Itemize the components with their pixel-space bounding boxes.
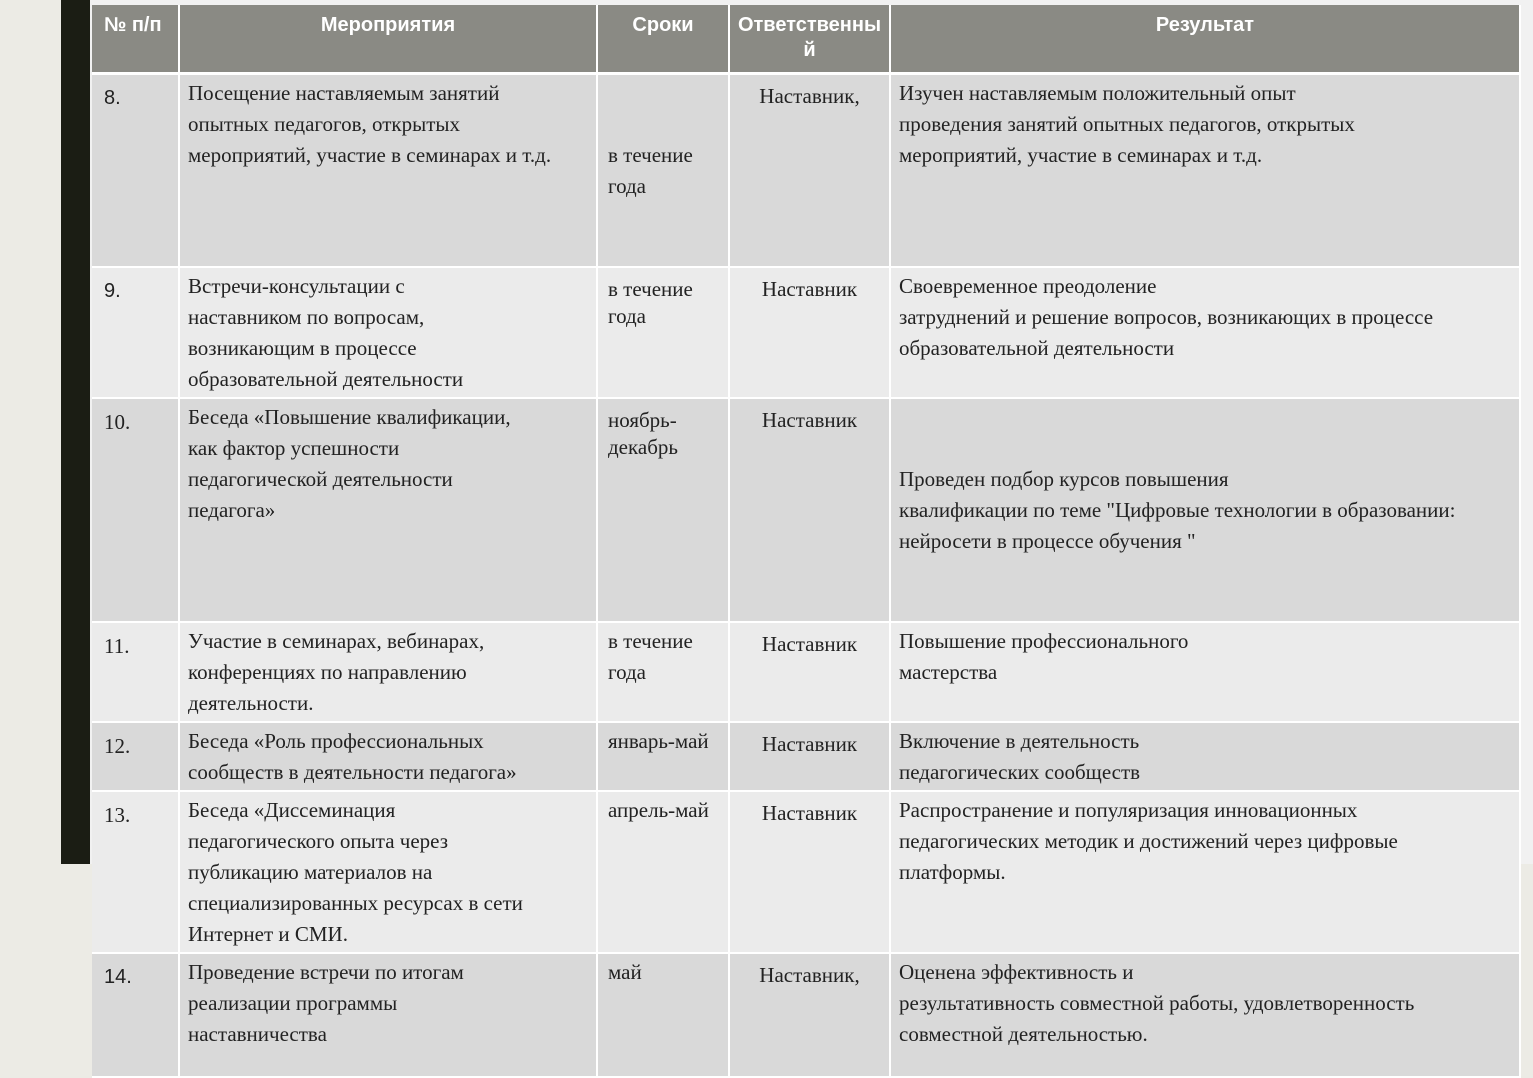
header-result: Результат — [890, 5, 1520, 73]
row-num: 11. — [92, 622, 179, 722]
row-num: 14. — [92, 953, 179, 1077]
table-row — [92, 622, 1520, 722]
row-responsible: Наставник, — [729, 953, 890, 1077]
row-responsible: Наставник, — [729, 73, 890, 267]
row-responsible: Наставник — [729, 791, 890, 953]
table-header-row — [92, 5, 1520, 73]
row-result: Распространение и популяризация инновационных педагогических методик и достижений через цифровые платформы. — [890, 791, 1520, 953]
row-result: Включение в деятельность педагогических сообществ — [890, 722, 1520, 791]
row-responsible: Наставник — [729, 267, 890, 398]
table-row — [92, 953, 1520, 1077]
row-term: май — [597, 953, 729, 1077]
row-num: 9. — [92, 267, 179, 398]
row-event: Беседа «Повышение квалификации, как фактор успешности педагогической деятельности педагога» — [179, 398, 597, 622]
mentoring-plan-table — [92, 5, 1521, 1078]
header-num: № п/п — [92, 5, 179, 73]
row-num: 13. — [92, 791, 179, 953]
row-event: Беседа «Роль профессиональных сообществ в деятельности педагога» — [179, 722, 597, 791]
row-event: Беседа «Диссеминация педагогического опыта через публикацию материалов на специализированных ресурсах в сети Интернет и СМИ. — [179, 791, 597, 953]
row-term: в течение года — [597, 73, 729, 267]
row-term: январь-май — [597, 722, 729, 791]
table-row — [92, 791, 1520, 953]
row-num: 12. — [92, 722, 179, 791]
table-row — [92, 398, 1520, 622]
row-term: ноябрь- декабрь — [597, 398, 729, 622]
row-term: в течение года — [597, 622, 729, 722]
row-result: Своевременное преодоление затруднений и решение вопросов, возникающих в процессе образовательной деятельности — [890, 267, 1520, 398]
row-event: Встречи-консультации с наставником по вопросам, возникающим в процессе образовательной деятельности — [179, 267, 597, 398]
table-row — [92, 73, 1520, 267]
header-responsible: Ответственный — [729, 5, 890, 73]
row-result: Оценена эффективность и результативность совместной работы, удовлетворенность совместной деятельностью. — [890, 953, 1520, 1077]
row-event: Участие в семинарах, вебинарах, конференциях по направлению деятельности. — [179, 622, 597, 722]
row-event: Посещение наставляемым занятий опытных педагогов, открытых мероприятий, участие в семинарах и т.д. — [179, 73, 597, 267]
row-responsible: Наставник — [729, 622, 890, 722]
row-event: Проведение встречи по итогам реализации программы наставничества — [179, 953, 597, 1077]
row-term: апрель-май — [597, 791, 729, 953]
row-responsible: Наставник — [729, 398, 890, 622]
row-result: Проведен подбор курсов повышения квалификации по теме "Цифровые технологии в образовании: нейросети в процессе обучения " — [890, 398, 1520, 622]
left-accent-bar — [61, 0, 90, 864]
row-result: Повышение профессионального мастерства — [890, 622, 1520, 722]
table-row — [92, 267, 1520, 398]
table-row — [92, 722, 1520, 791]
row-num: 10. — [92, 398, 179, 622]
header-event: Мероприятия — [179, 5, 597, 73]
row-result: Изучен наставляемым положительный опыт проведения занятий опытных педагогов, открытых мероприятий, участие в семинарах и т.д. — [890, 73, 1520, 267]
row-num: 8. — [92, 73, 179, 267]
row-term: в течение года — [597, 267, 729, 398]
row-responsible: Наставник — [729, 722, 890, 791]
header-term: Сроки — [597, 5, 729, 73]
